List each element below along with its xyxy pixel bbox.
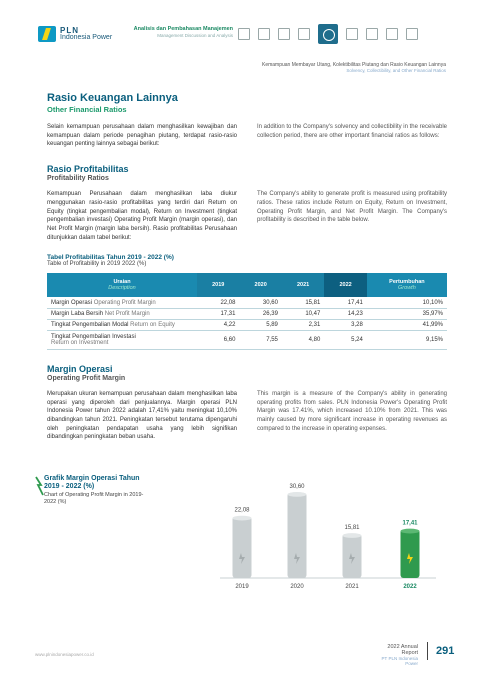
chart-bar-cap-2022 [401,529,420,534]
col-2022: 2022 [324,273,366,297]
table-row: Margin Operasi Operating Profit Margin 22,08 30,60 15,81 17,41 10,10% [47,297,447,308]
intro-text-en: In addition to the Company's solvency and collectibility in the receivable collection period, there are other important financial ratios as follows: [257,124,447,139]
report-title: 2022 Annual Report [387,644,418,656]
factory-icon[interactable] [386,28,398,40]
chart-category-label: 2021 [345,584,359,590]
building-icon[interactable] [278,28,290,40]
report-company: PT PLN Indonesia Power [381,656,418,666]
profitability-table [47,273,447,350]
sustainability-icon[interactable] [406,28,418,40]
subheader [262,62,446,73]
control-icon[interactable] [366,28,378,40]
chart-value-label: 17,41 [402,520,418,527]
margin-header [47,364,447,382]
chart-bar-cap-2019 [233,516,252,521]
footer-report [370,644,418,666]
lightning-logo-icon [38,26,56,42]
margin-title: Margin Operasi [47,363,113,374]
subheader-id: Kemampuan Membayar Utang, Kolektibilitas Piutang dan Rasio Keuangan Lainnya [261,62,446,68]
margin-text-en: This margin is a measure of the Company's ability in generating operating profits from sales. PLN Indonesia Power's Operating Profit Margin was 17.41%, which increased 10.10% from 2021. This was mainly caused by more significant increase in operating revenues as compared to the increase in operating expenses. [257,390,447,432]
table-header-row [47,273,447,297]
col-2021: 2021 [282,273,324,297]
intro-columns [47,123,447,149]
intro-text-id: Selain kemampuan perusahaan dalam menghasilkan kewajiban dan kemampuan dalam periode penagihan piutang, terdapat rasio-rasio keuangan penting lainnya sebagai berikut: [47,124,237,148]
margin-title-en: Operating Profit Margin [47,374,126,382]
brand-name: PLN [60,26,79,35]
chart-icon[interactable] [298,28,310,40]
profitability-title-en: Profitability Ratios [47,175,109,183]
section-label-id: Analisis dan Pembahasan Manajemen [133,26,233,32]
people-icon[interactable] [346,28,358,40]
margin-columns [47,390,447,442]
section-title: Rasio Keuangan Lainnya [47,92,178,104]
chapter-nav [238,24,418,44]
table-row: Tingkat Pengembalian Modal Return on Equity 4,22 5,89 2,31 3,28 41,99% [47,319,447,330]
profile-icon[interactable] [258,28,270,40]
chart-bar-2021 [343,534,362,578]
footer-url[interactable]: www.plnindonesiapower.co.id [35,652,94,657]
profitability-text-en: The Company's ability to generate profit is measured using profitability ratios. These ratios include Return on Equity, Return on Investment, Operating Profit Margin, and Net Profit Margin. The Company's profitability is described in the table below. [257,191,447,224]
pln-logo [38,26,112,42]
profitability-header [47,164,447,182]
section-title-en: Other Financial Ratios [47,105,127,114]
chart-value-label: 15,81 [344,525,360,532]
profitability-title: Rasio Profitabilitas [47,164,129,175]
footer-divider [427,642,428,660]
margin-text-id: Merupakan ukuran kemampuan perusahaan dalam menghasilkan laba operasi yang diperoleh dari penjualannya. Margin operasi PLN Indonesia Power tahun 2022 adalah 17,41% yaitu meningkat 10,10% dibandingkan tahun 2021. Peningkatan tersebut terutama dipengaruhi oleh peningkatan pendapatan usaha yang lebih signifikan dibandingkan peningkatan beban usaha. [47,390,237,441]
profitability-columns [47,190,447,242]
chart-value-label: 22,08 [234,507,250,514]
table-title: Tabel Profitabilitas Tahun 2019 - 2022 (%) [47,254,174,262]
profitability-text-id: Kemampuan Perusahaan dalam menghasilkan laba diukur menggunakan rasio-rasio profitabilitas yang terdiri dari Return on Equity (tingkat pengembalian modal), Return on Investment (tingkat pengembalian investasi) Operating Profit Margin (margin operasi), dan Net Profit Margin (margin laba bersih). Rasio profitabilitas Perusahaan ditunjukkan dalam tabel berikut: [47,191,237,241]
chart-title-block [44,475,154,506]
subheader-en: Solvency, Collectibility, and Other Financial Ratios [346,68,446,73]
col-2019: 2019 [197,273,239,297]
chart-value-label: 30,60 [289,483,305,490]
chart-bar-cap-2021 [343,533,362,538]
table-header [47,254,447,267]
table-row: Margin Laba Bersih Net Profit Margin 17,31 26,39 10,47 14,23 35,97% [47,308,447,319]
page-number: 291 [436,645,455,657]
table-subtitle: Table of Profitability in 2019 2022 (%) [47,261,147,268]
chart-bar-2019 [233,517,252,578]
chart-bar-cap-2020 [288,492,307,497]
col-growth: Pertumbuhan Growth [367,273,447,297]
margin-chart [32,471,449,599]
chart-bar-2020 [288,493,307,578]
chart-category-label: 2019 [235,584,249,590]
section-label-en: Management Discussion and Analysis [157,33,233,38]
lightning-icon [36,477,43,495]
chart-category-label: 2020 [290,584,304,590]
page-header [0,0,480,62]
table-row: Tingkat Pengembalian Investasi Return on Investment 6,60 7,55 4,80 5,24 9,15% [47,330,447,349]
chart-title: Grafik Margin Operasi Tahun 2019 - 2022 (%) [44,475,140,490]
section-label [133,26,233,38]
col-2020: 2020 [239,273,281,297]
chart-subtitle: Chart of Operating Profit Margin in 2019-2022 (%) [44,492,144,505]
chart-bar-2022 [401,530,420,578]
analysis-icon[interactable] [318,24,338,44]
brand-sub: Indonesia Power [60,34,113,41]
col-description: Uraian Description [47,273,197,297]
chart-category-label: 2022 [403,584,417,590]
main-content [47,92,447,442]
report-icon[interactable] [238,28,250,40]
